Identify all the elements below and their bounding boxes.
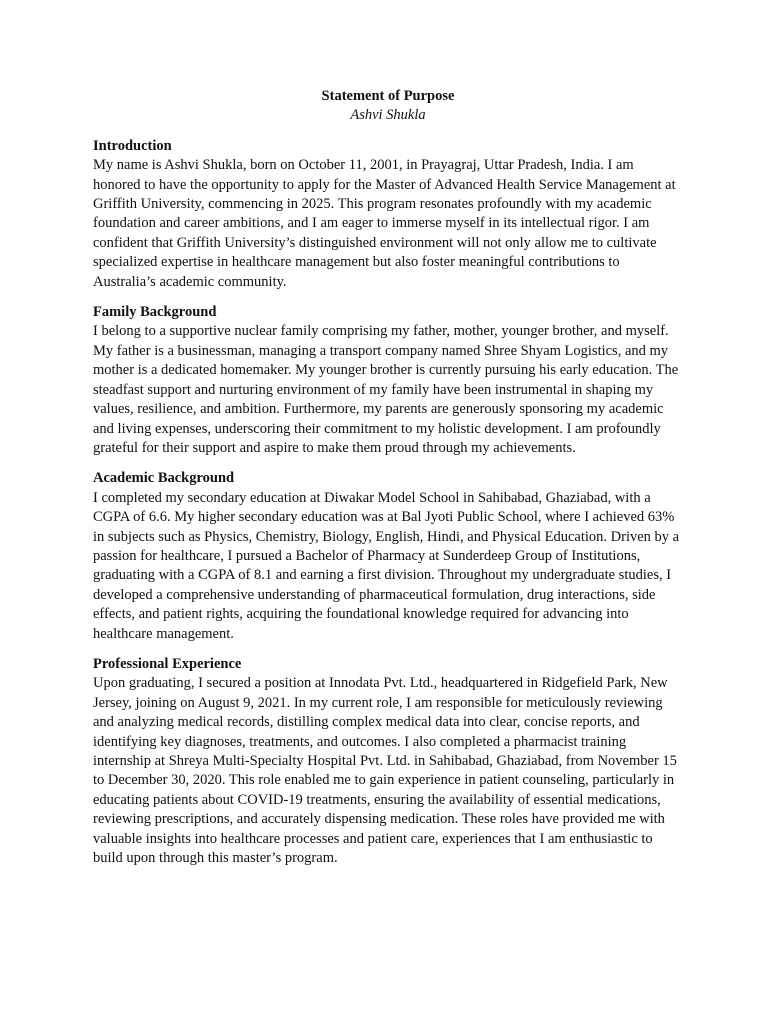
section-heading: Introduction <box>93 137 172 154</box>
section-paragraph: Upon graduating, I secured a position at Innodata Pvt. Ltd., headquartered in Ridgefield Park, New Jersey, joining on August 9, 2021. In my current role, I am responsible for meticulously reviewing and analyzing medical records, distilling complex medical data into clear, concise reports, and identifying key diagnoses, treatments, and outcomes. I also completed a pharmacist training internship at Shreya Multi-Specialty Hospital Pvt. Ltd. in Sahibabad, Ghaziabad, from November 15 to December 30, 2020. This role enabled me to gain experience in patient counseling, particularly in educating patients about COVID-19 treatments, ensuring the availability of essential medications, reviewing prescriptions, and accurately dispensing medication. These roles have provided me with valuable insights into healthcare processes and patient care, experiences that I am enthusiastic to build upon through this master’s program. <box>93 675 677 867</box>
section-family-background <box>93 303 683 458</box>
section-heading: Family Background <box>93 304 217 321</box>
section-professional-experience <box>93 655 683 868</box>
section-paragraph: I belong to a supportive nuclear family comprising my father, mother, younger brother, and myself. My father is a businessman, managing a transport company named Shree Shyam Logistics, and my mother is a dedicated homemaker. My younger brother is currently pursuing his early education. The steadfast support and nurturing environment of my family have been instrumental in shaping my values, resilience, and ambition. Furthermore, my parents are generously sponsoring my academic and living expenses, underscoring their commitment to my holistic development. I am profoundly grateful for their support and aspire to make them proud through my achievements. <box>93 323 679 456</box>
section-paragraph: I completed my secondary education at Diwakar Model School in Sahibabad, Ghaziabad, with a CGPA of 6.6. My higher secondary education was at Bal Jyoti Public School, where I achieved 63% in subjects such as Physics, Chemistry, Biology, English, Hindi, and Physical Education. Driven by a passion for healthcare, I pursued a Bachelor of Pharmacy at Sunderdeep Group of Institutions, graduating with a CGPA of 8.1 and earning a first division. Throughout my undergraduate studies, I developed a comprehensive understanding of pharmaceutical formulation, drug interactions, side effects, and patient rights, acquiring the foundational knowledge required for advancing into healthcare management. <box>93 489 680 642</box>
document-page <box>93 87 683 879</box>
section-introduction <box>93 137 683 292</box>
section-academic-background <box>93 469 683 644</box>
section-heading: Professional Experience <box>93 655 242 672</box>
section-heading: Academic Background <box>93 470 235 487</box>
section-paragraph: My name is Ashvi Shukla, born on October 11, 2001, in Prayagraj, Uttar Pradesh, India. I am honored to have the opportunity to apply for the Master of Advanced Health Service Management at Griffith University, commencing in 2025. This program resonates profoundly with my academic foundation and career ambitions, and I am eager to immerse myself in its intellectual rigor. I am confident that Griffith University’s distinguished environment will not only allow me to cultivate specialized expertise in healthcare management but also foster meaningful contributions to Australia’s academic community. <box>93 157 676 290</box>
document-author: Ashvi Shukla <box>350 107 426 124</box>
document-title: Statement of Purpose <box>321 88 455 104</box>
